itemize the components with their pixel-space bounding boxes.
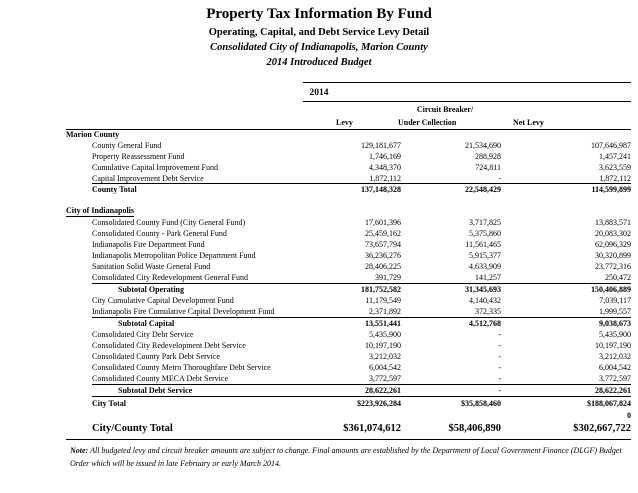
col-header-cb-line1: Circuit Breaker/	[416, 105, 474, 114]
table-row: Consolidated County Metro Thoroughfare Debt Service 6,004,542 - 6,004,542	[92, 363, 631, 372]
section-heading-marion: Marion County	[66, 130, 120, 139]
footnote-label: Note:	[70, 446, 89, 455]
table-row: County General Fund 129,181,677 21,534,690 107,646,987	[92, 141, 631, 150]
footnote-text: All budgeted levy and circuit breaker amounts are subject to change. Final amounts are established by the Department of Local Government Finance (DLGF) Budget Order which will be issued in late February or early March 2014.	[70, 446, 622, 468]
subtotal-debt-row: Subtotal Debt Service 28,622,261 - 28,622,261	[118, 386, 631, 395]
table-row: Property Reassessment Fund 1,746,169 288,928 1,457,241	[92, 152, 631, 161]
grand-total-rule	[66, 439, 631, 440]
year-heading: 2014	[309, 88, 329, 98]
grand-total-row: City/County Total $361,074,612 $58,406,890 $302,667,722	[92, 423, 631, 434]
table-row: Indianapolis Fire Department Fund 73,657,794 11,561,465 62,096,329	[92, 240, 631, 249]
table-row: Consolidated County - Park General Fund 25,459,162 5,375,860 20,083,302	[92, 229, 631, 238]
table-row: Consolidated City Redevelopment Debt Service 10,197,190 - 10,197,190	[92, 341, 631, 350]
report-subtitle: Operating, Capital, and Debt Service Levy Detail	[208, 27, 430, 38]
subtotal-capital-row: Subtotal Capital 13,551,441 4,512,768 9,038,673	[118, 319, 631, 328]
col-header-net: Net Levy	[513, 118, 544, 127]
footnote	[70, 444, 630, 470]
subtotal-operating-row: Subtotal Operating 181,752,582 31,345,693 150,406,889	[118, 285, 631, 294]
report-title: Property Tax Information By Fund	[206, 6, 432, 22]
table-row: Cumulative Capital Improvement Fund 4,348,370 724,811 3,623,559	[92, 163, 631, 172]
table-row: Consolidated County Park Debt Service 3,212,032 - 3,212,032	[92, 352, 631, 361]
report-entity: Consolidated City of Indianapolis, Marion County	[210, 42, 428, 53]
city-total-rule	[92, 396, 631, 397]
section-heading-city: City of Indianapolis	[66, 206, 135, 215]
county-total-row: County Total 137,148,328 22,548,429 114,599,899	[92, 185, 631, 194]
table-row: Consolidated County MECA Debt Service 3,772,597 - 3,772,597	[92, 374, 631, 383]
table-row: Sanitation Solid Waste General Fund 28,406,225 4,633,909 23,772,316	[92, 262, 631, 271]
col-header-cb-line2: Under Collection	[398, 118, 457, 127]
report-budget: 2014 Introduced Budget	[266, 57, 372, 68]
table-row: Consolidated County Fund (City General Fund) 17,601,396 3,717,825 13,883,571	[92, 218, 631, 227]
city-total-row: City Total $223,926,284 $35,858,460 $188,067,824	[92, 399, 631, 408]
stray-zero-row: 0	[627, 411, 631, 420]
table-row: Indianapolis Fire Cumulative Capital Development Fund 2,371,892 372,335 1,999,557	[92, 307, 631, 316]
table-row: City Cumulative Capital Development Fund 11,179,549 4,140,432 7,039,117	[92, 296, 631, 305]
table-row: Capital Improvement Debt Service 1,872,112 - 1,872,112	[92, 174, 631, 183]
year-rule	[303, 101, 631, 102]
table-row: Indianapolis Metropolitan Police Department Fund 36,236,276 5,915,377 30,320,899	[92, 251, 631, 260]
header-top-rule	[303, 82, 631, 83]
col-header-levy: Levy	[336, 118, 353, 127]
table-row: Consolidated City Debt Service 5,435,900 - 5,435,900	[92, 330, 631, 339]
table-row: Consolidated City Redevelopment General Fund 391,729 141,257 250,472	[92, 273, 631, 282]
